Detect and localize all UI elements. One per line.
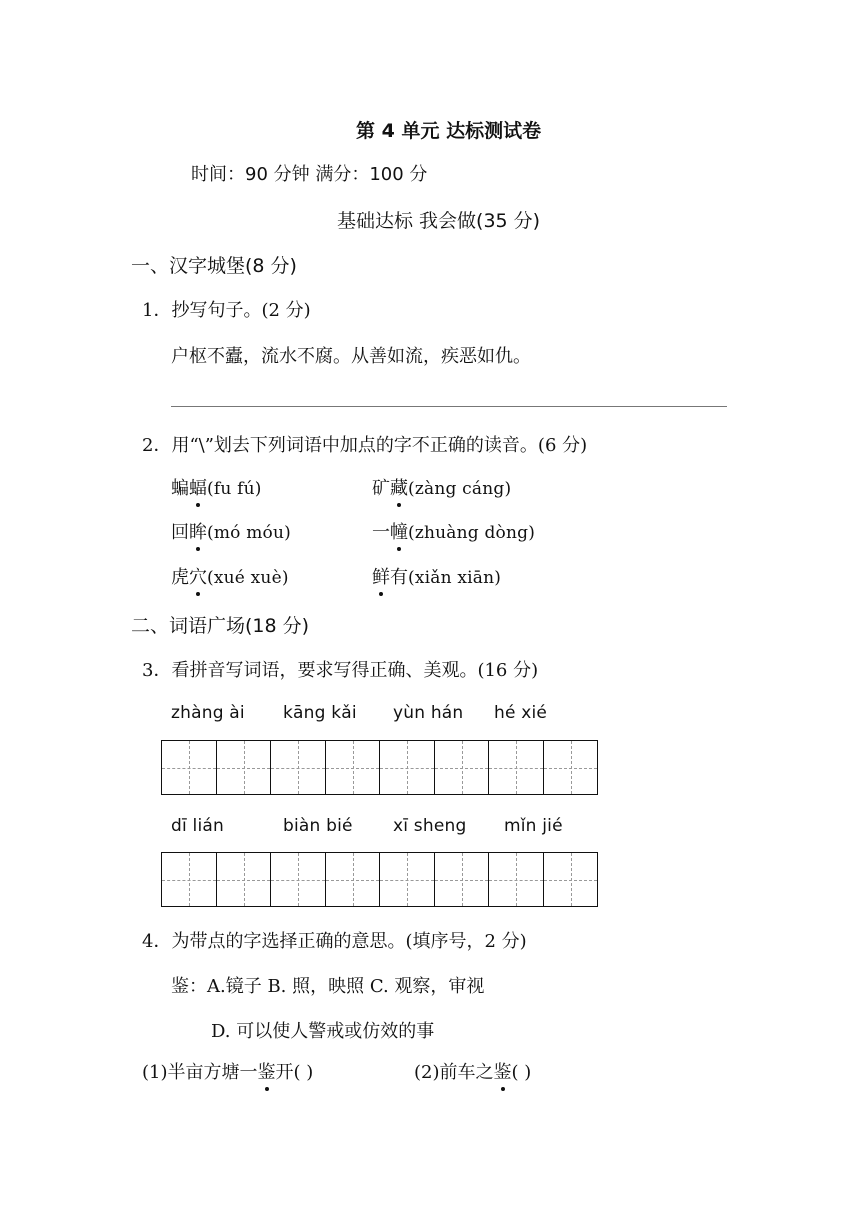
q1-prompt: 1．抄写句子。(2 分) xyxy=(142,300,311,321)
writing-grid-row2 xyxy=(161,852,598,907)
tian-cell[interactable] xyxy=(216,853,270,906)
tian-cell[interactable] xyxy=(162,741,216,794)
tian-cell[interactable] xyxy=(216,741,270,794)
tian-cell[interactable] xyxy=(489,853,543,906)
q1-answer-line[interactable] xyxy=(171,406,727,407)
tian-cell[interactable] xyxy=(325,741,379,794)
tian-cell[interactable] xyxy=(489,741,543,794)
q2-item: 回眸(mó móu) xyxy=(171,518,291,544)
tian-cell[interactable] xyxy=(271,741,325,794)
q2-item: 一幢(zhuàng dòng) xyxy=(372,518,535,544)
q4-sub1: (1)半亩方塘一鉴开( ) xyxy=(142,1058,313,1084)
tian-cell[interactable] xyxy=(543,741,597,794)
section2-heading: 二、词语广场(18 分) xyxy=(131,615,310,637)
part-heading: 基础达标 我会做(35 分) xyxy=(337,210,541,232)
tian-cell[interactable] xyxy=(380,741,434,794)
tian-cell[interactable] xyxy=(162,853,216,906)
q4-options-line2: D. 可以使人警戒或仿效的事 xyxy=(211,1021,435,1042)
q2-item: 鲜有(xiǎn xiān) xyxy=(372,563,501,589)
q3-prompt: 3．看拼音写词语，要求写得正确、美观。(16 分) xyxy=(142,660,539,681)
page-title: 第 4 单元 达标测试卷 xyxy=(356,120,542,142)
q4-sub2: (2)前车之鉴( ) xyxy=(414,1058,531,1084)
q2-prompt: 2．用“\”划去下列词语中加点的字不正确的读音。(6 分) xyxy=(142,435,588,456)
pinyin-label: biàn bié xyxy=(283,816,353,836)
section1-heading: 一、汉字城堡(8 分) xyxy=(131,255,297,277)
q2-item: 矿藏(zàng cáng) xyxy=(372,474,511,500)
pinyin-label: mǐn jié xyxy=(504,816,563,836)
pinyin-label: xī sheng xyxy=(393,816,467,836)
time-score-info: 时间：90 分钟 满分：100 分 xyxy=(191,164,428,185)
q2-item: 虎穴(xué xuè) xyxy=(171,563,289,589)
q4-prompt: 4．为带点的字选择正确的意思。(填序号，2 分) xyxy=(142,931,527,952)
pinyin-label: kāng kǎi xyxy=(283,703,357,723)
pinyin-label: hé xié xyxy=(494,703,548,723)
writing-grid-row1 xyxy=(161,740,598,795)
pinyin-label: zhàng ài xyxy=(171,703,245,723)
q4-options-line1: 鉴：A.镜子 B. 照，映照 C. 观察，审视 xyxy=(171,976,485,997)
tian-cell[interactable] xyxy=(380,853,434,906)
pinyin-label: dī lián xyxy=(171,816,224,836)
tian-cell[interactable] xyxy=(325,853,379,906)
tian-cell[interactable] xyxy=(543,853,597,906)
tian-cell[interactable] xyxy=(434,853,488,906)
pinyin-label: yùn hán xyxy=(393,703,464,723)
tian-cell[interactable] xyxy=(271,853,325,906)
tian-cell[interactable] xyxy=(434,741,488,794)
q1-sentence: 户枢不蠹，流水不腐。从善如流，疾恶如仇。 xyxy=(171,346,531,367)
q2-item: 蝙蝠(fu fú) xyxy=(171,474,262,500)
